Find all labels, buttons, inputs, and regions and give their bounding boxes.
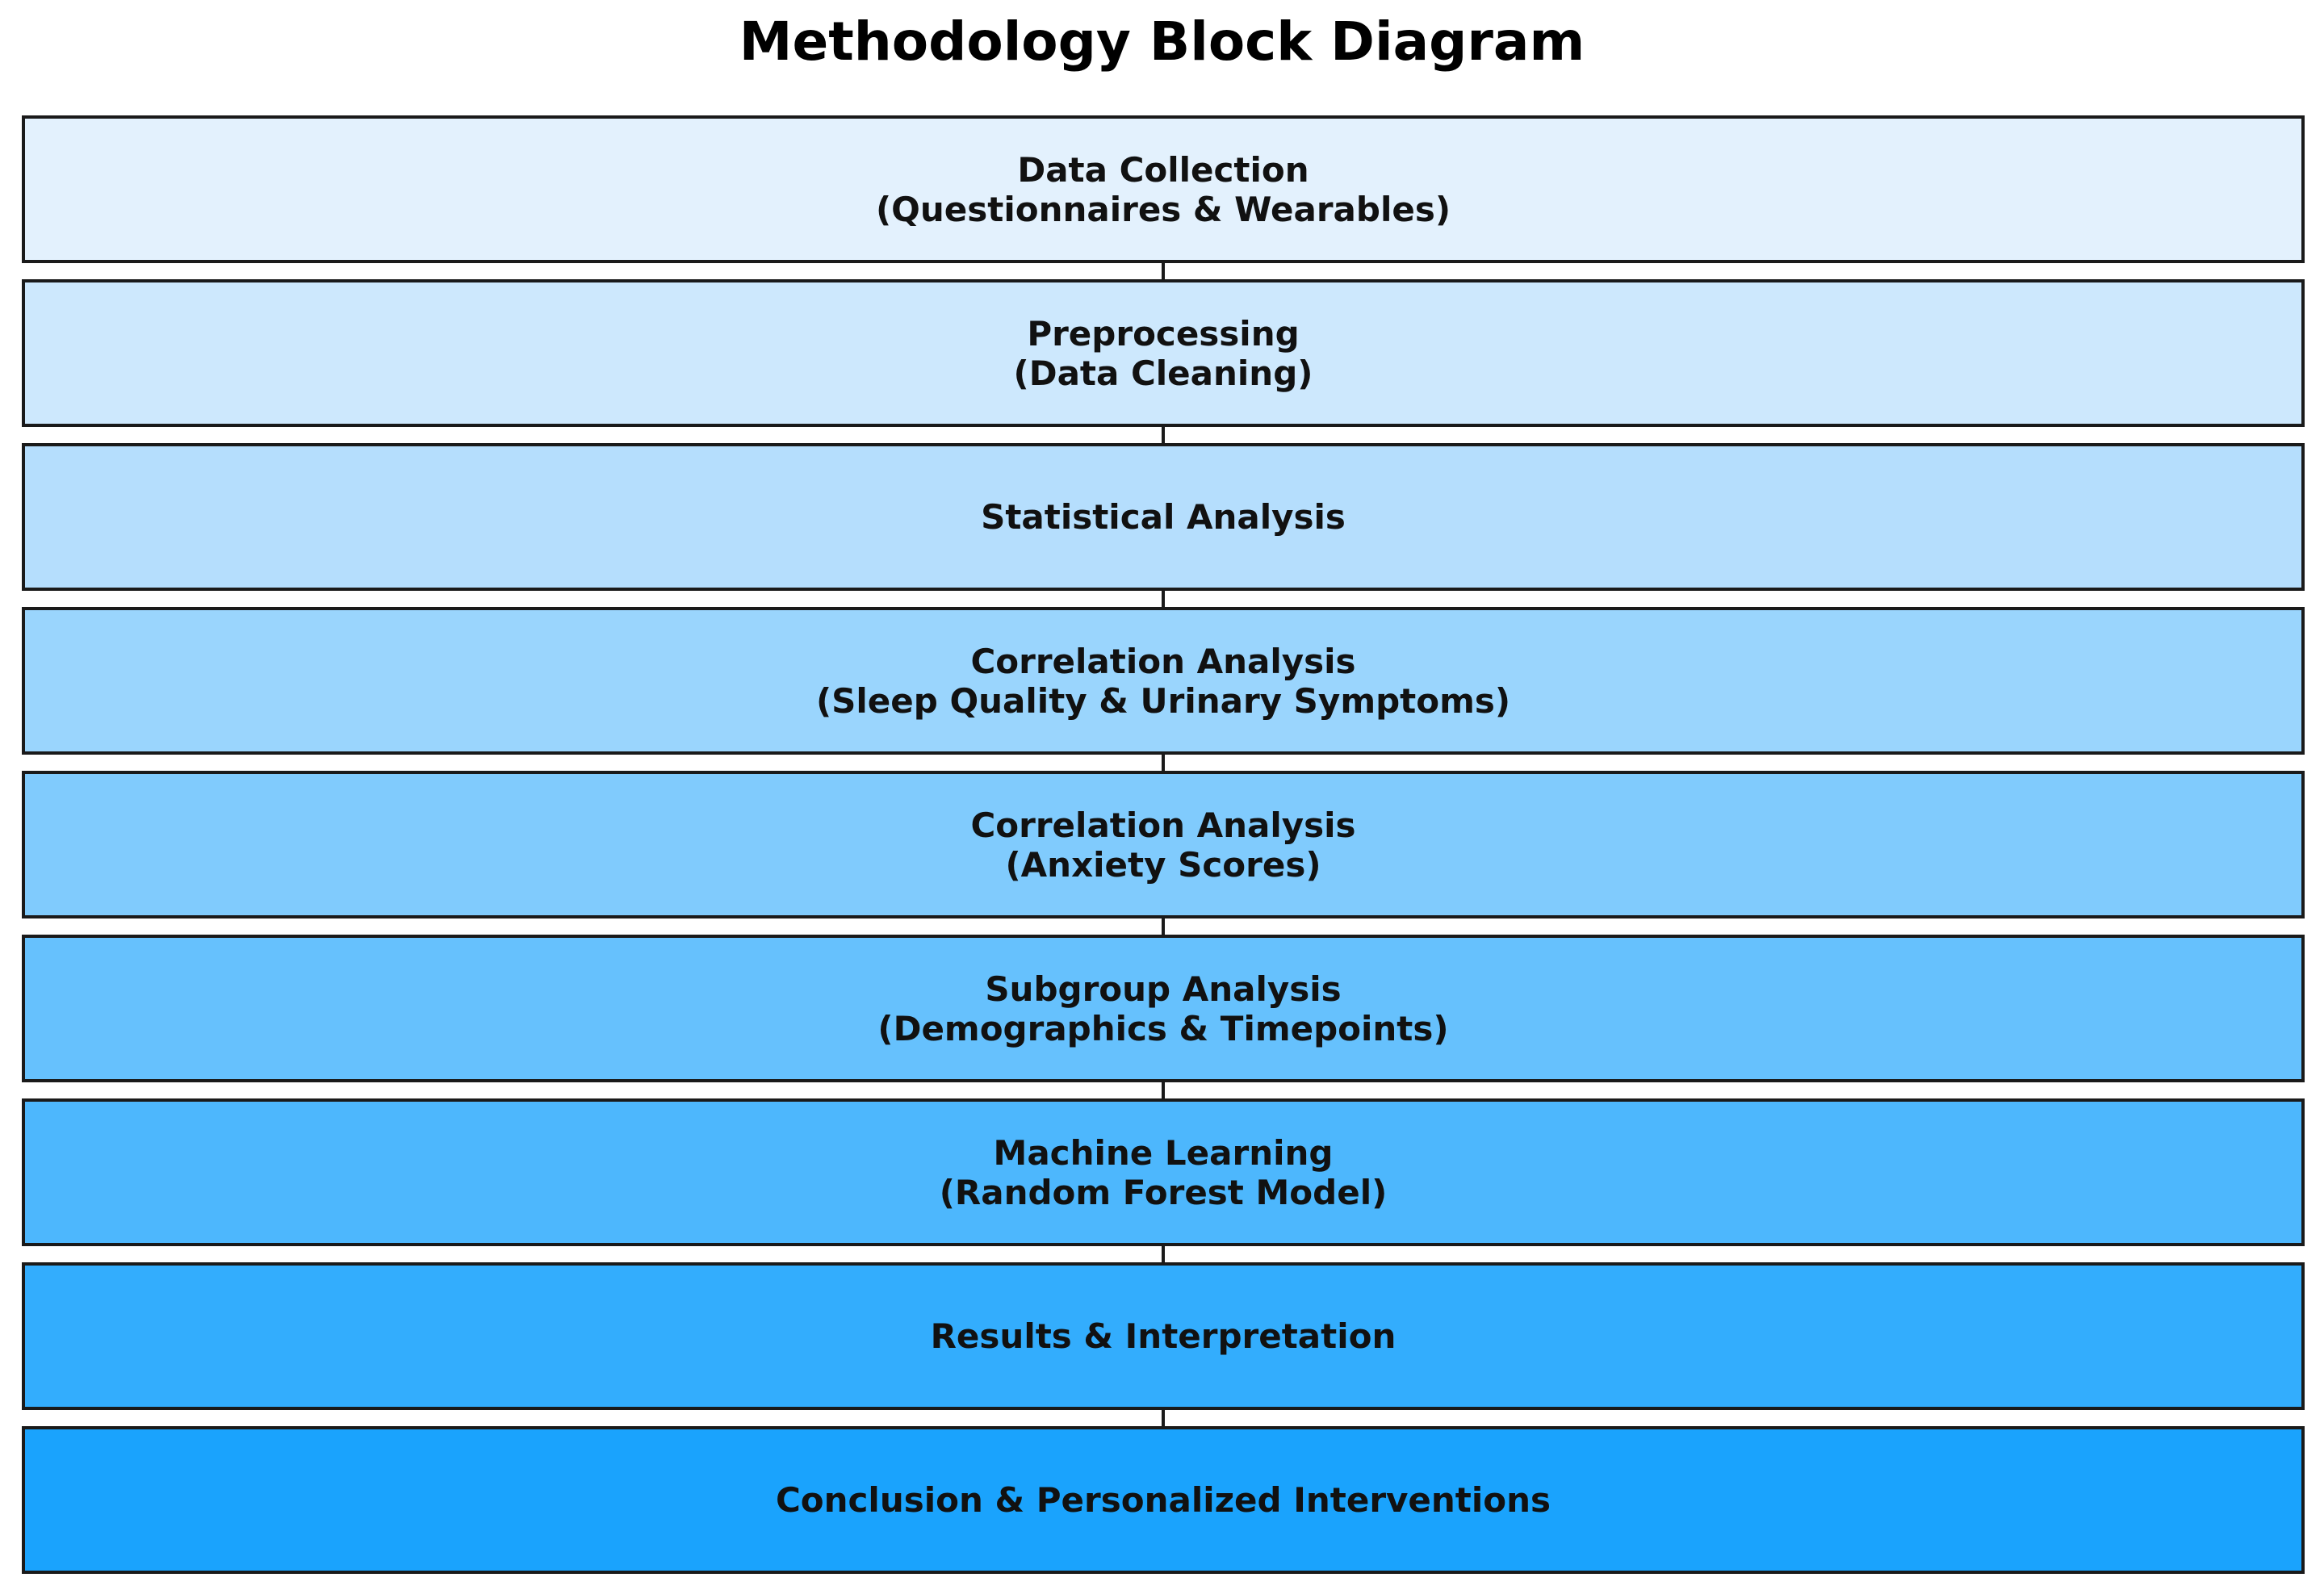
stage-label: Results & Interpretation [930,1316,1396,1356]
stage-label: Correlation Analysis (Anxiety Scores) [970,805,1356,885]
connector-line [1162,427,1165,443]
stage-machine-learning [22,1098,2305,1246]
stage-label: Subgroup Analysis (Demographics & Timepoints) [877,969,1449,1048]
connector-line [1162,1082,1165,1098]
stage-correlation-anxiety [22,771,2305,918]
stage-label: Conclusion & Personalized Interventions [775,1480,1551,1520]
stage-conclusion [22,1426,2305,1574]
stage-label: Preprocessing (Data Cleaning) [1013,313,1313,393]
connector-line [1162,755,1165,771]
methodology-flow [22,115,2305,1574]
stage-label: Machine Learning (Random Forest Model) [939,1132,1388,1212]
stage-results-interpretation [22,1262,2305,1410]
connector-line [1162,1246,1165,1262]
stage-subgroup-analysis [22,935,2305,1082]
stage-label: Correlation Analysis (Sleep Quality & Urinary Symptoms) [815,641,1511,721]
connector-line [1162,1410,1165,1426]
diagram-title: Methodology Block Diagram [739,10,1585,73]
connector-line [1162,263,1165,279]
stage-label: Data Collection (Questionnaires & Wearables) [875,149,1451,229]
stage-correlation-sleep-urinary [22,607,2305,755]
stage-preprocessing [22,279,2305,427]
stage-data-collection [22,115,2305,263]
stage-statistical-analysis [22,443,2305,591]
connector-line [1162,918,1165,935]
stage-label: Statistical Analysis [981,497,1346,537]
connector-line [1162,591,1165,607]
